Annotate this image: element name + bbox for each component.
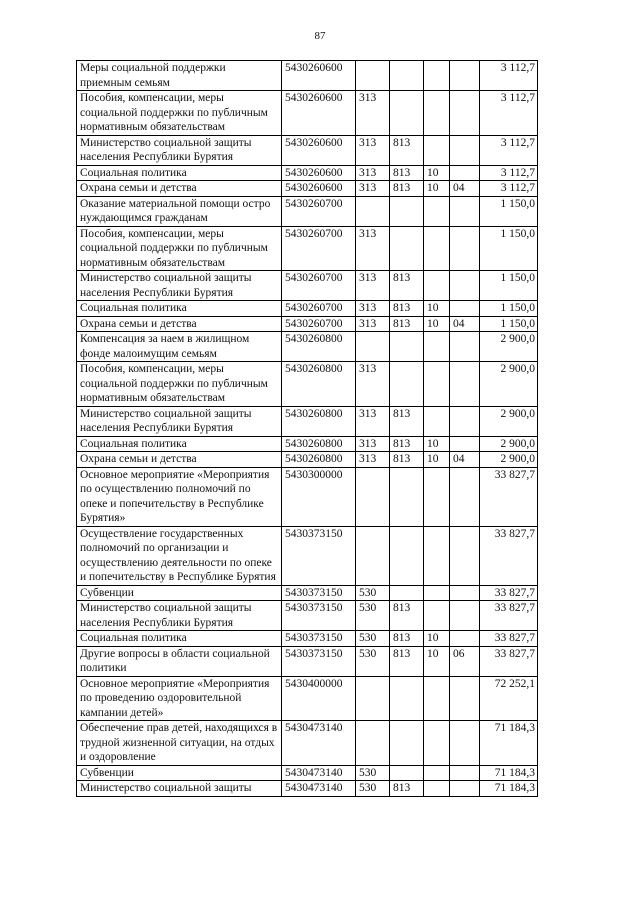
cell-expense-type (356, 676, 390, 721)
cell-expense-type: 530 (356, 781, 390, 797)
cell-target-code: 5430473140 (282, 765, 356, 781)
cell-expense-type: 313 (356, 271, 390, 301)
cell-expense-type (356, 61, 390, 91)
cell-name: Социальная политика (77, 165, 282, 181)
cell-subsection (450, 721, 480, 766)
cell-expense-type: 313 (356, 181, 390, 197)
cell-expense-type: 313 (356, 165, 390, 181)
cell-subsection: 04 (450, 452, 480, 468)
cell-ministry-code: 813 (390, 631, 424, 647)
cell-amount: 71 184,3 (480, 721, 538, 766)
table-row (77, 271, 538, 301)
cell-section (424, 765, 450, 781)
cell-expense-type: 530 (356, 601, 390, 631)
cell-target-code: 5430260600 (282, 181, 356, 197)
table-row (77, 676, 538, 721)
cell-subsection (450, 601, 480, 631)
cell-expense-type (356, 332, 390, 362)
cell-section (424, 362, 450, 407)
cell-expense-type (356, 196, 390, 226)
page-number: 87 (314, 30, 326, 42)
table-row (77, 332, 538, 362)
table-row (77, 226, 538, 271)
table-row (77, 585, 538, 601)
cell-expense-type: 313 (356, 406, 390, 436)
cell-ministry-code (390, 467, 424, 526)
cell-target-code: 5430473140 (282, 781, 356, 797)
cell-name: Социальная политика (77, 436, 282, 452)
cell-name: Меры социальной поддержки приемным семьям (77, 61, 282, 91)
cell-section (424, 135, 450, 165)
table-row (77, 721, 538, 766)
cell-section (424, 271, 450, 301)
cell-name: Пособия, компенсации, меры социальной поддержки по публичным нормативным обязательствам (77, 362, 282, 407)
cell-amount: 33 827,7 (480, 467, 538, 526)
cell-name: Министерство социальной защиты (77, 781, 282, 797)
cell-amount: 2 900,0 (480, 332, 538, 362)
cell-amount: 33 827,7 (480, 585, 538, 601)
cell-amount: 3 112,7 (480, 165, 538, 181)
cell-expense-type: 313 (356, 436, 390, 452)
cell-ministry-code: 813 (390, 646, 424, 676)
cell-section (424, 781, 450, 797)
table-row (77, 526, 538, 585)
cell-expense-type: 530 (356, 646, 390, 676)
cell-name: Охрана семьи и детства (77, 452, 282, 468)
cell-ministry-code (390, 721, 424, 766)
cell-amount: 3 112,7 (480, 135, 538, 165)
cell-subsection (450, 676, 480, 721)
cell-section: 10 (424, 301, 450, 317)
cell-amount: 1 150,0 (480, 226, 538, 271)
cell-amount: 3 112,7 (480, 91, 538, 136)
cell-name: Субвенции (77, 585, 282, 601)
cell-subsection (450, 585, 480, 601)
cell-section: 10 (424, 181, 450, 197)
cell-amount: 2 900,0 (480, 362, 538, 407)
cell-ministry-code (390, 226, 424, 271)
cell-section (424, 196, 450, 226)
table-row (77, 91, 538, 136)
cell-ministry-code: 813 (390, 135, 424, 165)
table-row (77, 631, 538, 647)
cell-amount: 1 150,0 (480, 316, 538, 332)
cell-ministry-code: 813 (390, 271, 424, 301)
table-row (77, 165, 538, 181)
cell-name: Социальная политика (77, 301, 282, 317)
cell-section (424, 585, 450, 601)
cell-name: Основное мероприятие «Мероприятия по осуществлению полномочий по опеке и попечительству в Республике Бурятия» (77, 467, 282, 526)
cell-ministry-code (390, 362, 424, 407)
cell-section: 10 (424, 316, 450, 332)
table-row (77, 765, 538, 781)
cell-amount: 71 184,3 (480, 765, 538, 781)
cell-subsection (450, 61, 480, 91)
cell-ministry-code (390, 676, 424, 721)
cell-ministry-code: 813 (390, 406, 424, 436)
cell-amount: 33 827,7 (480, 601, 538, 631)
table-row (77, 181, 538, 197)
cell-name: Министерство социальной защиты населения Республики Бурятия (77, 135, 282, 165)
cell-target-code: 5430300000 (282, 467, 356, 526)
cell-subsection (450, 226, 480, 271)
cell-section (424, 526, 450, 585)
cell-target-code: 5430473140 (282, 721, 356, 766)
cell-ministry-code: 813 (390, 436, 424, 452)
cell-amount: 3 112,7 (480, 61, 538, 91)
cell-section: 10 (424, 646, 450, 676)
cell-subsection (450, 436, 480, 452)
cell-target-code: 5430400000 (282, 676, 356, 721)
cell-section (424, 91, 450, 136)
cell-name: Осуществление государственных полномочий по организации и осуществлению деятельности по опеке и попечительству в Республике Бурятия (77, 526, 282, 585)
cell-name: Министерство социальной защиты населения Республики Бурятия (77, 601, 282, 631)
cell-expense-type (356, 467, 390, 526)
table-row (77, 135, 538, 165)
cell-target-code: 5430373150 (282, 631, 356, 647)
cell-expense-type: 530 (356, 765, 390, 781)
cell-subsection: 06 (450, 646, 480, 676)
cell-ministry-code (390, 526, 424, 585)
cell-section: 10 (424, 452, 450, 468)
cell-target-code: 5430260600 (282, 165, 356, 181)
cell-target-code: 5430373150 (282, 646, 356, 676)
cell-expense-type: 313 (356, 452, 390, 468)
cell-amount: 3 112,7 (480, 181, 538, 197)
cell-subsection (450, 301, 480, 317)
cell-amount: 33 827,7 (480, 526, 538, 585)
cell-expense-type: 313 (356, 135, 390, 165)
cell-subsection (450, 135, 480, 165)
cell-amount: 2 900,0 (480, 452, 538, 468)
cell-ministry-code (390, 61, 424, 91)
cell-subsection (450, 362, 480, 407)
cell-target-code: 5430373150 (282, 526, 356, 585)
table-row (77, 362, 538, 407)
cell-target-code: 5430260700 (282, 196, 356, 226)
cell-ministry-code (390, 585, 424, 601)
budget-table (76, 60, 538, 797)
cell-target-code: 5430260800 (282, 332, 356, 362)
table-row (77, 61, 538, 91)
cell-name: Компенсация за наем в жилищном фонде малоимущим семьям (77, 332, 282, 362)
cell-section: 10 (424, 631, 450, 647)
cell-subsection (450, 526, 480, 585)
cell-target-code: 5430373150 (282, 601, 356, 631)
cell-expense-type: 313 (356, 226, 390, 271)
cell-subsection (450, 765, 480, 781)
table-row (77, 601, 538, 631)
cell-target-code: 5430260700 (282, 226, 356, 271)
cell-subsection (450, 165, 480, 181)
cell-amount: 1 150,0 (480, 196, 538, 226)
cell-ministry-code: 813 (390, 165, 424, 181)
cell-amount: 1 150,0 (480, 271, 538, 301)
budget-table-body (77, 61, 538, 797)
cell-section (424, 467, 450, 526)
cell-target-code: 5430260600 (282, 135, 356, 165)
cell-expense-type: 530 (356, 585, 390, 601)
cell-ministry-code (390, 332, 424, 362)
cell-target-code: 5430260800 (282, 406, 356, 436)
cell-amount: 72 252,1 (480, 676, 538, 721)
cell-target-code: 5430260700 (282, 271, 356, 301)
cell-ministry-code: 813 (390, 181, 424, 197)
table-row (77, 436, 538, 452)
table-row (77, 467, 538, 526)
cell-target-code: 5430260800 (282, 452, 356, 468)
cell-amount: 1 150,0 (480, 301, 538, 317)
cell-expense-type (356, 526, 390, 585)
cell-ministry-code: 813 (390, 452, 424, 468)
cell-ministry-code (390, 91, 424, 136)
cell-ministry-code (390, 196, 424, 226)
table-row (77, 781, 538, 797)
cell-target-code: 5430260800 (282, 436, 356, 452)
cell-expense-type: 313 (356, 316, 390, 332)
cell-section (424, 721, 450, 766)
cell-name: Пособия, компенсации, меры социальной поддержки по публичным нормативным обязательствам (77, 226, 282, 271)
cell-subsection (450, 467, 480, 526)
cell-name: Субвенции (77, 765, 282, 781)
cell-name: Охрана семьи и детства (77, 181, 282, 197)
cell-name: Министерство социальной защиты населения Республики Бурятия (77, 406, 282, 436)
cell-target-code: 5430260800 (282, 362, 356, 407)
cell-ministry-code: 813 (390, 781, 424, 797)
cell-section (424, 406, 450, 436)
cell-expense-type (356, 721, 390, 766)
cell-name: Другие вопросы в области социальной политики (77, 646, 282, 676)
cell-section (424, 601, 450, 631)
cell-expense-type: 313 (356, 362, 390, 407)
table-row (77, 452, 538, 468)
cell-expense-type: 313 (356, 301, 390, 317)
cell-subsection (450, 196, 480, 226)
cell-subsection (450, 271, 480, 301)
cell-subsection (450, 631, 480, 647)
cell-subsection (450, 781, 480, 797)
cell-target-code: 5430260600 (282, 61, 356, 91)
cell-section (424, 676, 450, 721)
cell-section: 10 (424, 436, 450, 452)
cell-section: 10 (424, 165, 450, 181)
cell-name: Социальная политика (77, 631, 282, 647)
cell-subsection: 04 (450, 181, 480, 197)
cell-target-code: 5430260600 (282, 91, 356, 136)
cell-ministry-code: 813 (390, 601, 424, 631)
cell-amount: 2 900,0 (480, 406, 538, 436)
cell-ministry-code: 813 (390, 316, 424, 332)
cell-section (424, 226, 450, 271)
cell-ministry-code: 813 (390, 301, 424, 317)
table-row (77, 316, 538, 332)
cell-amount: 33 827,7 (480, 631, 538, 647)
cell-section (424, 332, 450, 362)
cell-subsection (450, 91, 480, 136)
cell-subsection: 04 (450, 316, 480, 332)
cell-name: Охрана семьи и детства (77, 316, 282, 332)
cell-expense-type: 313 (356, 91, 390, 136)
cell-subsection (450, 406, 480, 436)
table-row (77, 196, 538, 226)
cell-amount: 2 900,0 (480, 436, 538, 452)
table-row (77, 646, 538, 676)
cell-name: Оказание материальной помощи остро нуждающимся гражданам (77, 196, 282, 226)
cell-name: Пособия, компенсации, меры социальной поддержки по публичным нормативным обязательствам (77, 91, 282, 136)
cell-section (424, 61, 450, 91)
table-row (77, 406, 538, 436)
cell-expense-type: 530 (356, 631, 390, 647)
cell-name: Обеспечение прав детей, находящихся в трудной жизненной ситуации, на отдых и оздоровление (77, 721, 282, 766)
cell-target-code: 5430260700 (282, 316, 356, 332)
cell-target-code: 5430260700 (282, 301, 356, 317)
cell-amount: 71 184,3 (480, 781, 538, 797)
cell-name: Основное мероприятие «Мероприятия по проведению оздоровительной кампании детей» (77, 676, 282, 721)
cell-target-code: 5430373150 (282, 585, 356, 601)
cell-name: Министерство социальной защиты населения Республики Бурятия (77, 271, 282, 301)
cell-subsection (450, 332, 480, 362)
table-row (77, 301, 538, 317)
cell-amount: 33 827,7 (480, 646, 538, 676)
cell-ministry-code (390, 765, 424, 781)
